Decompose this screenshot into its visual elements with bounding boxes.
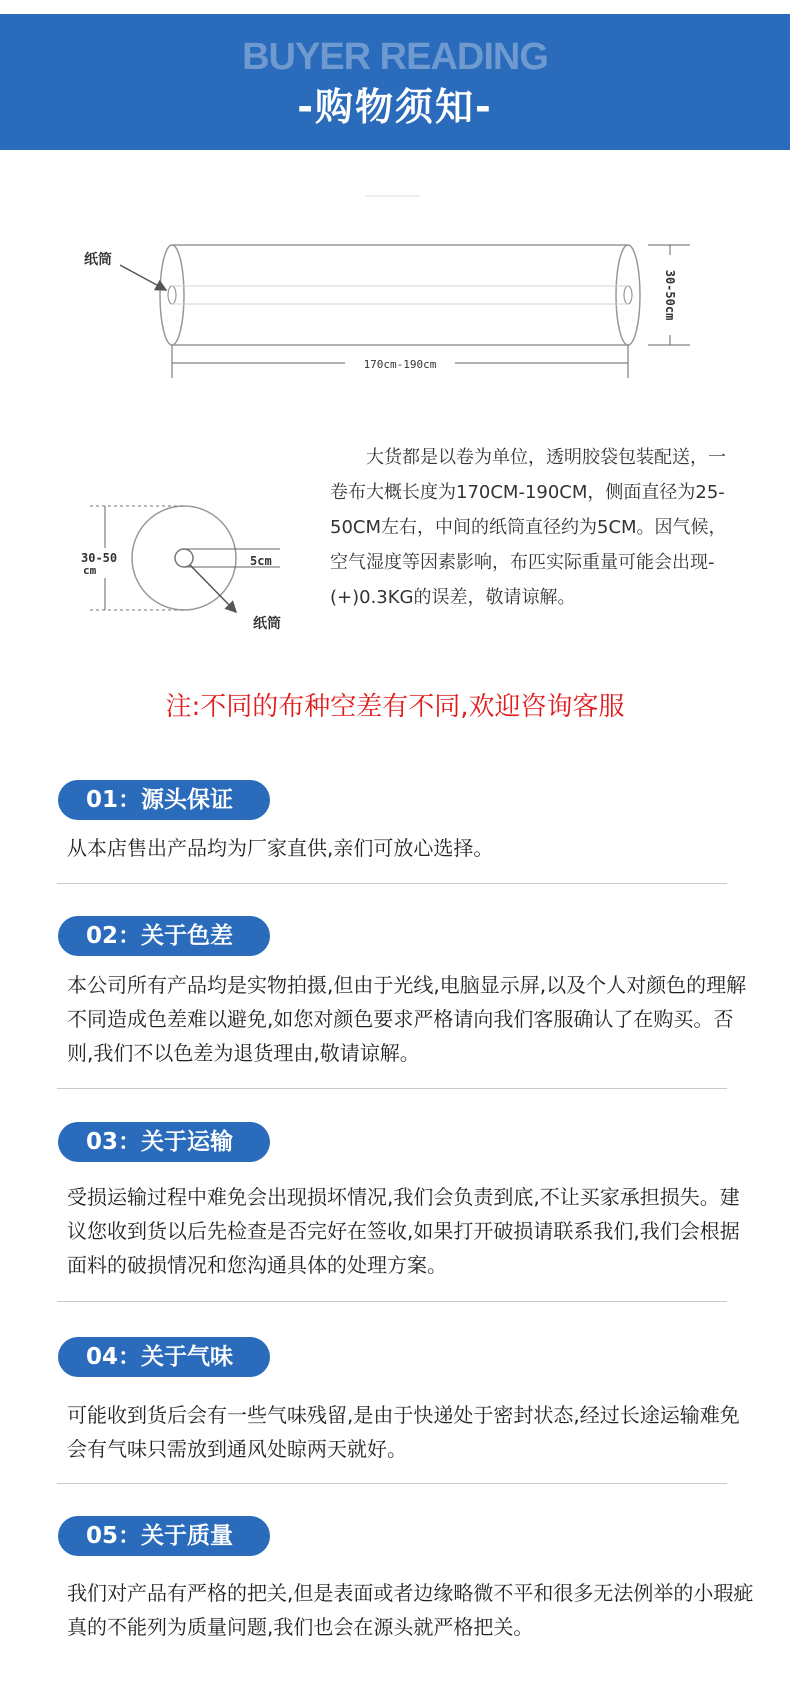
core-diameter-label: 5cm [250, 554, 272, 568]
diameter-label-side-1: 30-50 [81, 551, 118, 565]
notice-text: 注:不同的布种空差有不同,欢迎咨询客服 [165, 692, 625, 722]
length-label: 170cm-190cm [363, 358, 437, 371]
section-divider [57, 883, 727, 884]
section-badge-quality: 05：关于质量 [58, 1516, 270, 1556]
section-divider [57, 1301, 727, 1302]
header-chinese-title: -购物须知- [297, 85, 493, 129]
diameter-label-top: 30-50cm [663, 269, 677, 321]
section-divider [57, 1483, 727, 1484]
tube-label-top: 纸筒 [84, 252, 112, 268]
roll-side-view [120, 196, 690, 378]
section-badge-source: 01：源头保证 [58, 780, 270, 820]
header-english-title: BUYER READING [242, 36, 548, 78]
tube-label-side: 纸筒 [253, 616, 281, 632]
packaging-description: 大货都是以卷为单位，透明胶袋包装配送，一卷布大概长度为170CM-190CM，侧面直径为25-50CM左右，中间的纸筒直径约为5CM。因气候，空气湿度等因素影响，布匹实际重量可能会出现-(+)0.3KG的误差，敬请谅解。 [330, 447, 727, 608]
section-divider [57, 1088, 727, 1089]
section-badge-odor: 04：关于气味 [58, 1337, 270, 1377]
section-badge-shipping: 03：关于运输 [58, 1122, 270, 1162]
section-text-color: 本公司所有产品均是实物拍摄,但由于光线,电脑显示屏,以及个人对颜色的理解不同造成色差难以避免,如您对颜色要求严格请向我们客服确认了在购买。否则,我们不以色差为退货理由,敬请谅解。 [67, 973, 747, 1065]
section-text-odor: 可能收到货后会有一些气味残留,是由于快递处于密封状态,经过长途运输难免会有气味只需放到通风处晾两天就好。 [67, 1403, 740, 1461]
section-badge-color: 02：关于色差 [58, 916, 270, 956]
diameter-label-side-2: cm [83, 564, 97, 577]
section-text-source: 从本店售出产品均为厂家直供,亲们可放心选择。 [67, 836, 494, 860]
section-text-shipping: 受损运输过程中难免会出现损坏情况,我们会负责到底,不让买家承担损失。建议您收到货以后先检查是否完好在签收,如果打开破损请联系我们,我们会根据面料的破损情况和您沟通具体的处理方案。 [67, 1185, 740, 1277]
section-text-quality: 我们对产品有严格的把关,但是表面或者边缘略微不平和很多无法例举的小瑕疵真的不能列为质量问题,我们也会在源头就严格把关。 [67, 1581, 754, 1639]
